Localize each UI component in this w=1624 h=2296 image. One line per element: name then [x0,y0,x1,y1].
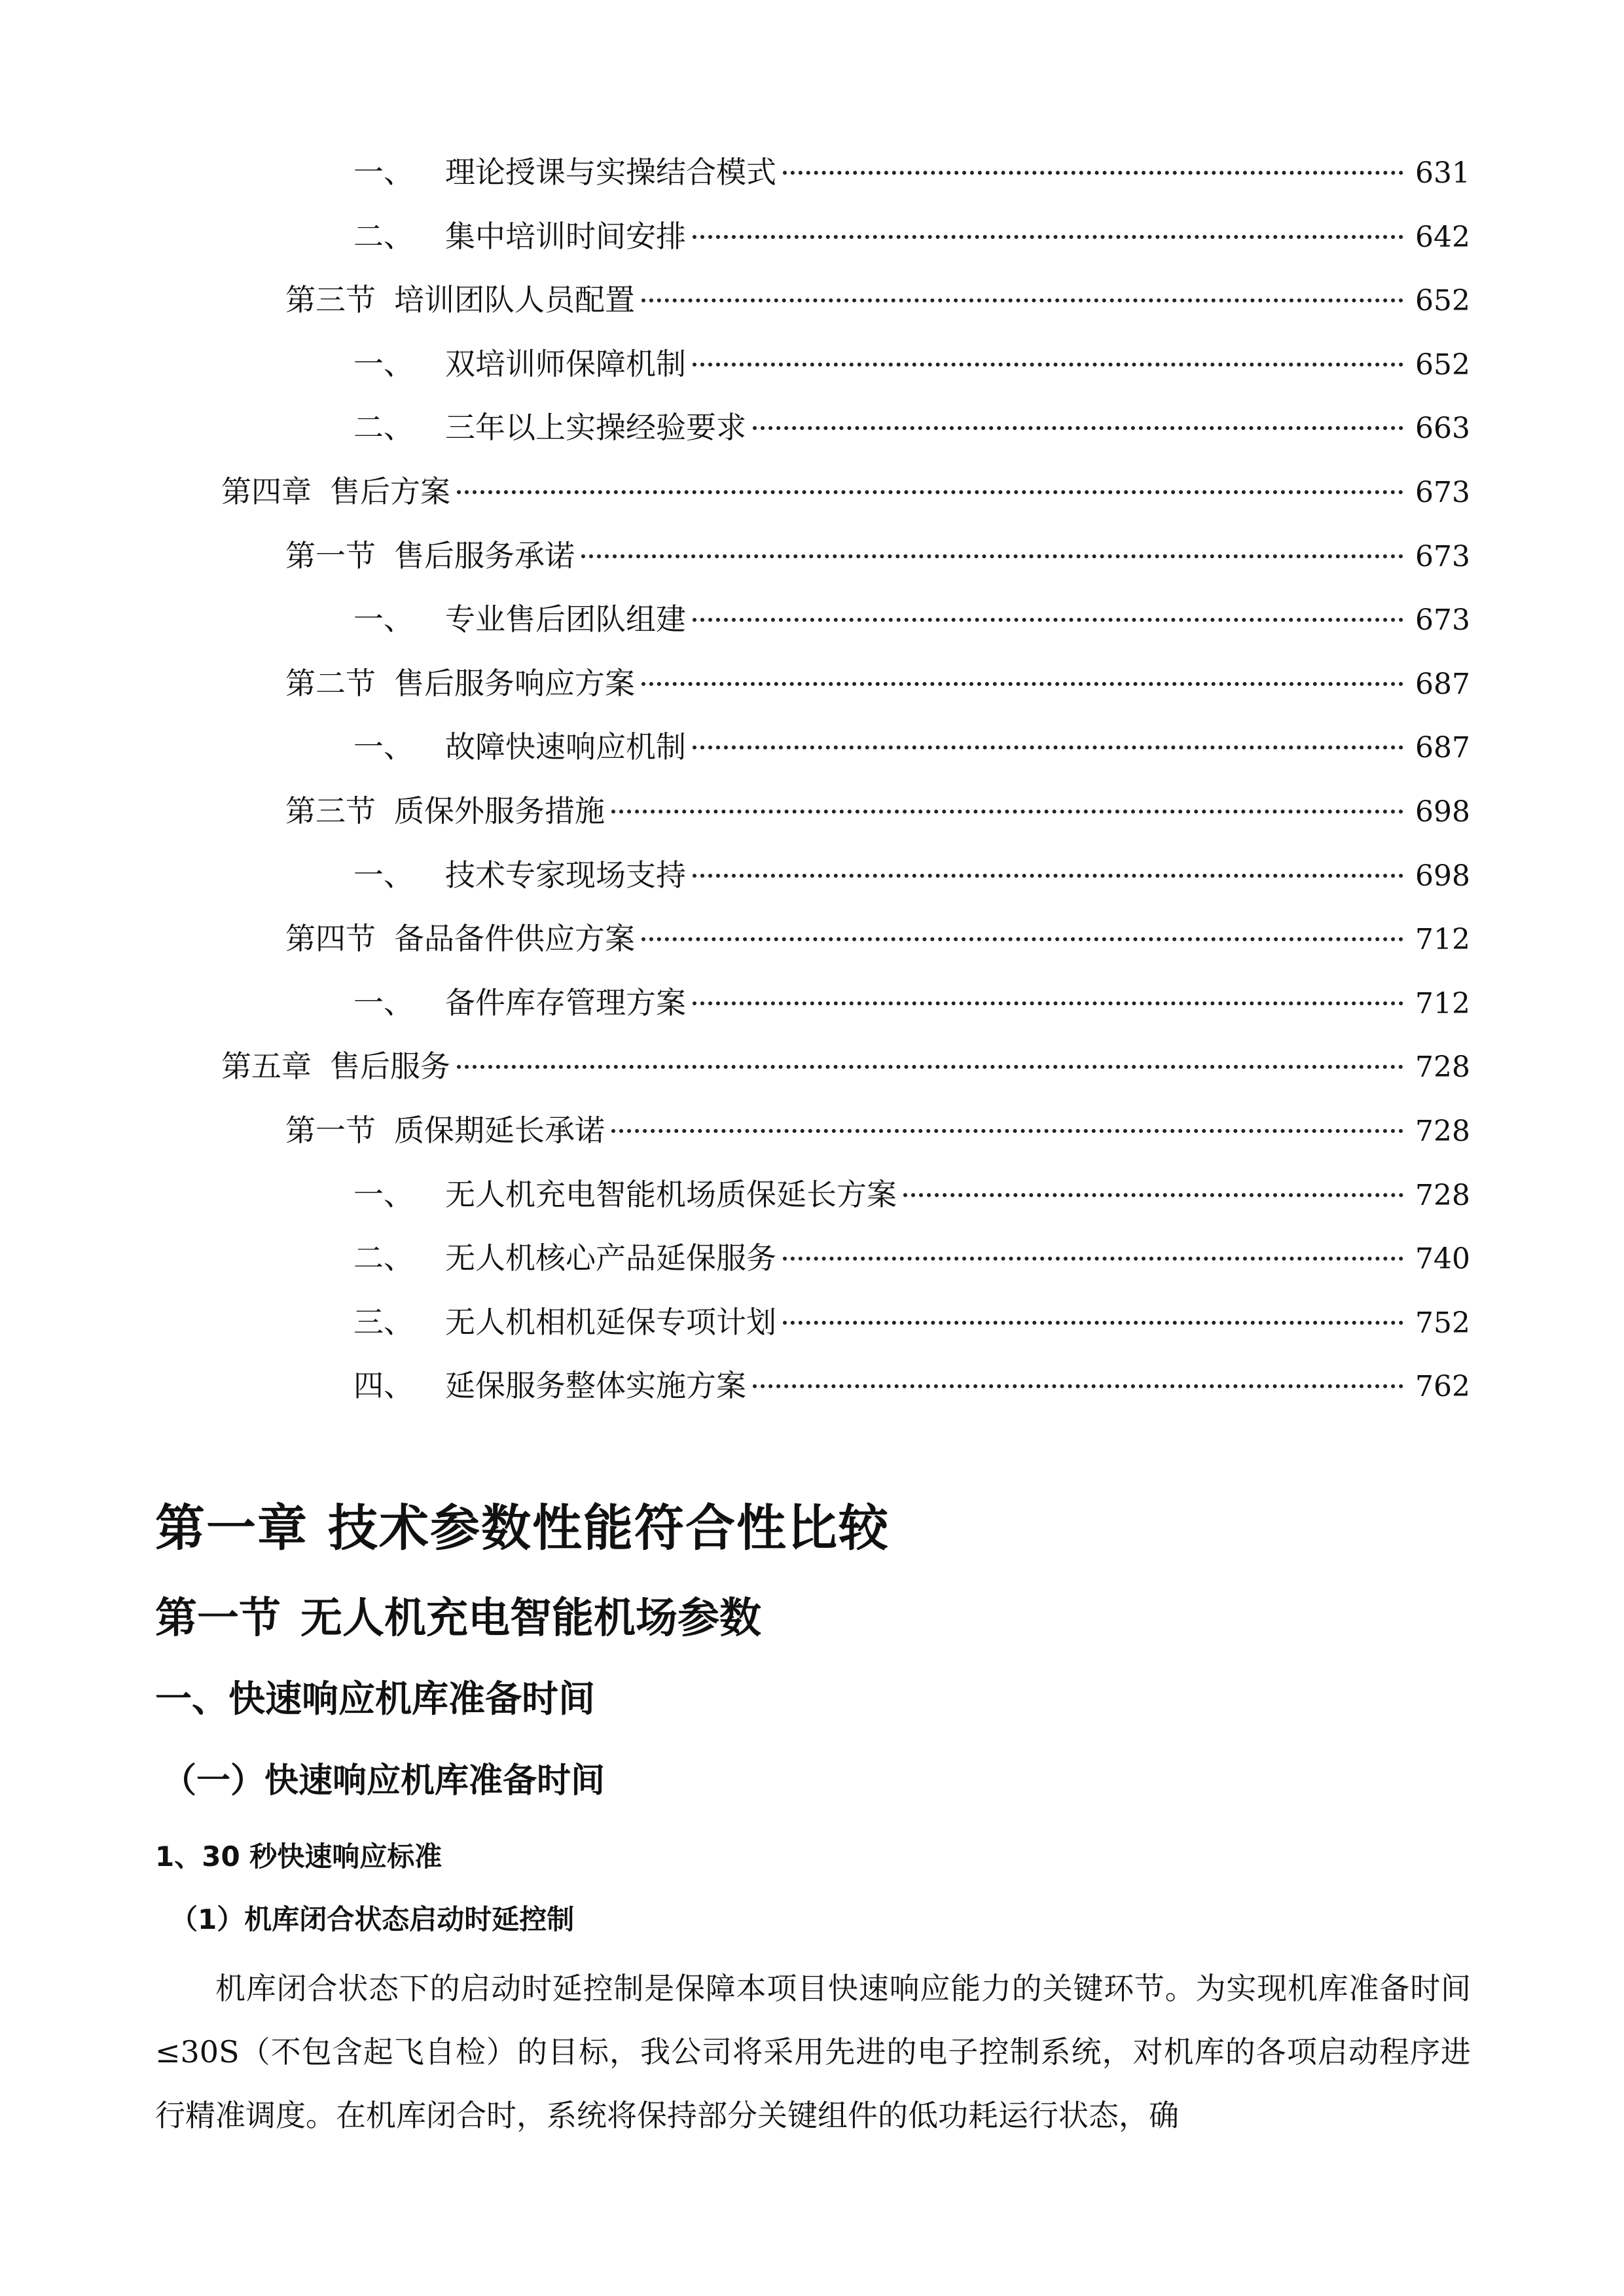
toc-entry-title: 三年以上实操经验要求 [445,410,746,446]
toc-entry-title: 集中培训时间安排 [445,218,686,254]
section-title: 无人机充电智能机场参数 [300,1594,761,1643]
toc-entry-title: 双培训师保障机制 [445,346,686,382]
toc-entry-page-number: 712 [1415,923,1470,957]
toc-entry-title: 质保外服务措施 [394,793,605,829]
toc-entry-title: 无人机相机延保专项计划 [445,1304,776,1340]
toc-entry-title: 售后服务响应方案 [394,665,635,701]
toc-entry-number: 一、 [353,601,414,637]
toc-dot-leader [693,618,1403,622]
toc-entry-page-number: 673 [1415,603,1470,637]
toc-dot-leader [783,1321,1403,1325]
toc-entry-title: 售后方案 [330,474,450,509]
toc-entry-page-number: 698 [1415,795,1470,829]
toc-entry[interactable] [285,660,1470,706]
toc-entry-page-number: 687 [1415,667,1470,701]
item-heading: 1、30 秒快速响应标准 [155,1840,442,1873]
toc-entry-number: 第三节 [285,282,376,318]
toc-entry-title: 售后服务承诺 [394,537,575,573]
toc-dot-leader [693,1001,1403,1005]
toc-entry-title: 售后服务 [330,1049,450,1085]
toc-entry-title: 无人机核心产品延保服务 [445,1240,776,1276]
toc-entry-number: 二、 [353,410,414,446]
toc-entry-number: 第四节 [285,921,376,957]
toc-dot-leader [611,810,1403,814]
toc-entry[interactable] [353,724,1470,770]
toc-entry-page-number: 642 [1415,220,1470,254]
toc-entry[interactable] [285,1107,1470,1153]
toc-entry-title: 技术专家现场支持 [445,857,686,893]
toc-dot-leader [693,745,1403,749]
toc-entry-page-number: 663 [1415,412,1470,446]
toc-dot-leader [581,554,1403,558]
chapter-title: 技术参数性能符合性比较 [328,1499,890,1557]
toc-entry-page-number: 631 [1415,156,1470,190]
toc-entry-title: 无人机充电智能机场质保延长方案 [445,1176,897,1212]
toc-dot-leader [783,171,1403,175]
toc-entry-number: 第二节 [285,665,376,701]
toc-entry[interactable] [221,1043,1470,1089]
toc-entry-number: 二、 [353,218,414,254]
toc-entry[interactable] [353,980,1470,1026]
toc-dot-leader [753,1384,1403,1388]
toc-dot-leader [641,682,1403,686]
toc-dot-leader [457,1065,1403,1069]
chapter-heading [155,1496,890,1561]
toc-dot-leader [903,1193,1403,1197]
section-heading [155,1589,761,1648]
toc-entry-page-number: 673 [1415,476,1470,509]
toc-entry[interactable] [353,341,1470,387]
toc-entry-title: 故障快速响应机制 [445,729,686,765]
toc-entry-number: 二、 [353,1240,414,1276]
toc-entry-title: 延保服务整体实施方案 [445,1368,746,1404]
toc-entry-title: 专业售后团队组建 [445,601,686,637]
toc-entry[interactable] [353,1172,1470,1217]
toc-entry[interactable] [353,596,1470,642]
toc-entry-page-number: 673 [1415,539,1470,573]
toc-entry-number: 一、 [353,1176,414,1212]
toc-entry-number: 三、 [353,1304,414,1340]
toc-dot-leader [641,298,1403,302]
toc-dot-leader [783,1257,1403,1261]
toc-entry-title: 培训团队人员配置 [394,282,635,318]
toc-entry[interactable] [285,533,1470,579]
toc-entry-number: 四、 [353,1368,414,1404]
toc-entry-page-number: 728 [1415,1050,1470,1085]
toc-dot-leader [641,937,1403,941]
subsection-heading: 一、快速响应机库准备时间 [155,1678,595,1721]
toc-entry-title: 备品备件供应方案 [394,921,635,957]
toc-dot-leader [611,1129,1403,1133]
toc-entry[interactable] [285,916,1470,961]
toc-entry-page-number: 652 [1415,348,1470,382]
toc-entry-number: 一、 [353,154,414,190]
toc-entry-page-number: 687 [1415,731,1470,765]
toc-entry-page-number: 762 [1415,1370,1470,1404]
toc-entry-page-number: 740 [1415,1242,1470,1276]
toc-entry-number: 第三节 [285,793,376,829]
toc-entry-number: 第五章 [221,1049,312,1085]
toc-entry-title: 备件库存管理方案 [445,984,686,1020]
toc-entry[interactable] [353,149,1470,195]
toc-entry[interactable] [221,469,1470,514]
toc-dot-leader [693,363,1403,367]
toc-entry[interactable] [353,1235,1470,1281]
toc-entry-page-number: 728 [1415,1115,1470,1148]
toc-entry-number: 第一节 [285,1113,376,1148]
toc-entry[interactable] [353,1363,1470,1408]
toc-entry-number: 第四章 [221,474,312,509]
toc-dot-leader [693,874,1403,878]
toc-entry-number: 一、 [353,984,414,1020]
toc-entry-title: 质保期延长承诺 [394,1113,605,1148]
toc-dot-leader [457,490,1403,494]
toc-entry-page-number: 728 [1415,1178,1470,1212]
toc-entry[interactable] [353,213,1470,259]
section-number: 第一节 [155,1594,281,1643]
toc-entry[interactable] [285,277,1470,323]
toc-entry-page-number: 652 [1415,284,1470,318]
subsubsection-heading: （一）快速响应机库准备时间 [162,1761,605,1801]
toc-entry-number: 第一节 [285,537,376,573]
toc-entry-number: 一、 [353,346,414,382]
toc-dot-leader [693,235,1403,239]
chapter-number: 第一章 [155,1499,308,1557]
toc-entry[interactable] [353,852,1470,898]
toc-entry[interactable] [353,404,1470,450]
toc-entry-title: 理论授课与实操结合模式 [445,154,776,190]
toc-entry-page-number: 698 [1415,859,1470,893]
toc-entry-number: 一、 [353,857,414,893]
toc-entry-page-number: 712 [1415,986,1470,1020]
toc-entry[interactable] [285,788,1470,834]
subitem-heading: （1）机库闭合状态启动时延控制 [170,1903,575,1935]
toc-entry-page-number: 752 [1415,1306,1470,1340]
toc-entry-number: 一、 [353,729,414,765]
body-paragraph: 机库闭合状态下的启动时延控制是保障本项目快速响应能力的关键环节。为实现机库准备时间≤30S（不包含起飞自检）的目标，我公司将采用先进的电子控制系统，对机库的各项启动程序进行精准调度。在机库闭合时，系统将保持部分关键组件的低功耗运行状态，确 [155,1971,1471,2133]
toc-dot-leader [753,426,1403,430]
toc-entry[interactable] [353,1299,1470,1345]
